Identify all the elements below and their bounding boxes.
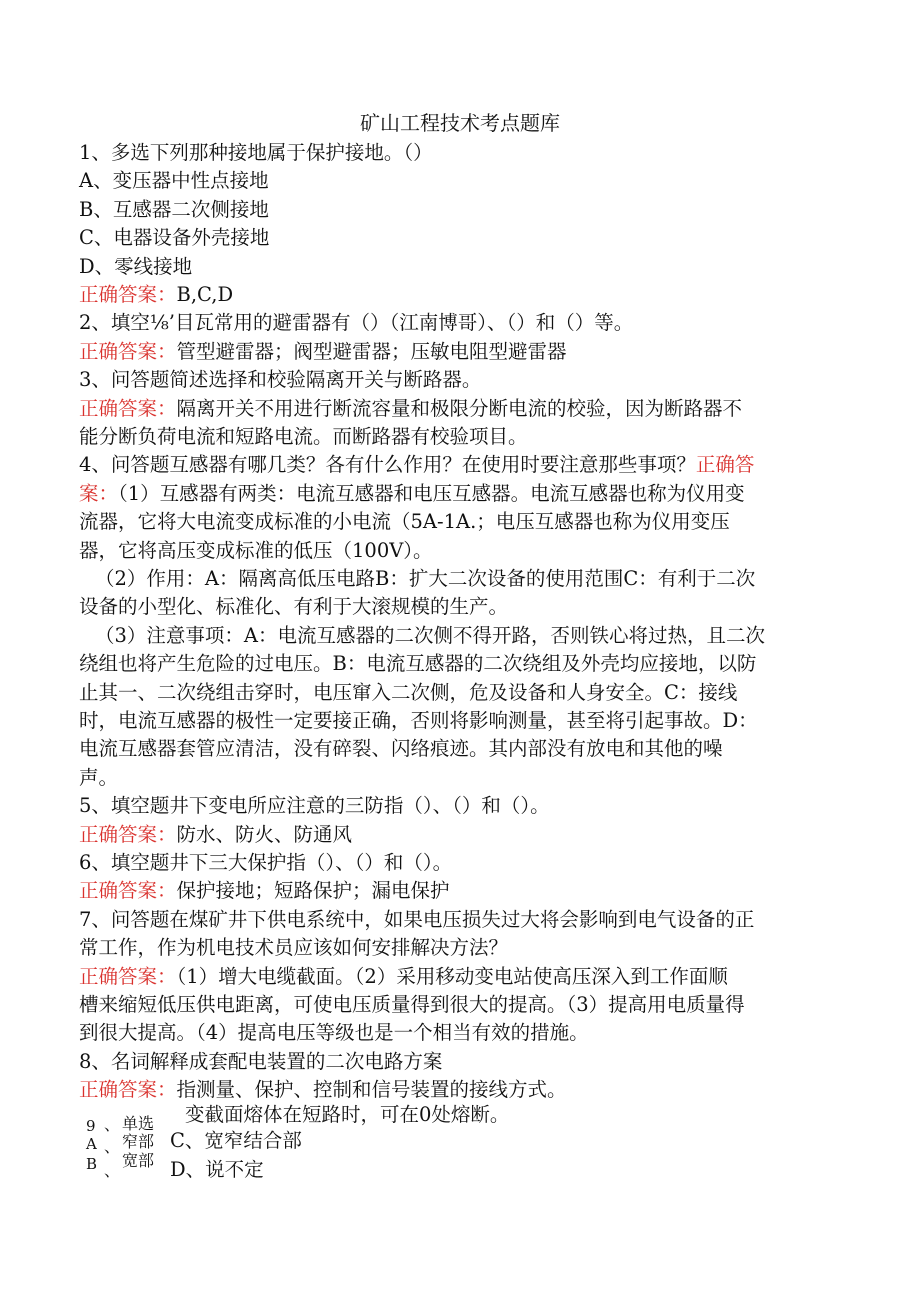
answer-line [79,395,742,423]
answer-text: 防水、防火、防通风 [176,822,353,846]
line-text: 6、填空题井下三大保护指（）、（）和（）。 [79,851,453,874]
line-text: 4、问答题互感器有哪几类？各有什么作用？在使用时要注意那些事项？ [79,453,696,477]
answer-text: 隔离开关不用进行断流容量和极限分断电流的校验，因为断路器不 [176,396,743,420]
answer-label: 正确答案： [79,822,177,846]
line-text: 器，它将高压变成标准的低压（100V）。 [79,538,433,562]
q9-option-b-text: 宽部 [122,1151,155,1170]
text-line [79,792,550,820]
answer-line [79,963,728,991]
q9-option-a-letter: A [86,1135,97,1153]
answer-label: 正确答案： [79,1078,177,1102]
text-line [95,565,755,593]
line-text: 槽来缩短低压供电距离，可使电压质量得到很大的提高。（3）提高用电质量得 [79,993,745,1016]
q9-number: 9 [86,1117,96,1135]
line-text: 7、问答题在煤矿井下供电系统中，如果电压损失过大将会影响到电气设备的正 [79,907,755,931]
text-line [95,622,765,650]
answer-line [79,480,745,508]
text-line [79,1048,442,1076]
text-line [79,423,528,451]
answer-line [79,821,352,849]
answer-text: （1）互感器有两类：电流互感器和电压互感器。电流互感器也称为仪用变 [118,481,745,505]
line-text: 流器，它将大电流变成标准的小电流（5A-1A.；电压互感器也称为仪用变压 [79,510,730,534]
line-text: 电流互感器套管应清洁，没有碎裂、闪络痕迹。其内部没有放电和其他的噪 [79,737,723,761]
text-line [79,934,508,962]
text-line [79,196,269,224]
answer-text: 指测量、保护、控制和信号装置的接线方式。 [176,1078,567,1102]
text-line [79,707,758,735]
answer-line [79,338,567,366]
line-text: 设备的小型化、标准化、有利于大滚规模的生产。 [79,595,509,619]
text-line [79,167,269,195]
answer-text: B,C,D [176,283,234,306]
q9-option-b-letter: B [86,1155,98,1173]
line-text: 8、名词解释成套配电装置的二次电路方案 [79,1049,443,1073]
q9-type: 单选 [122,1114,155,1133]
text-line [79,309,633,337]
q9-question-text: 变截面熔体在短路时，可在0处熔断。 [185,1103,510,1126]
text-line [79,224,269,252]
answer-label: 正确答案： [79,283,177,306]
text-line [79,735,723,763]
q9-option-a-text: 窄部 [122,1132,155,1151]
line-text: 常工作，作为机电技术员应该如何安排解决方法？ [79,936,509,960]
text-line [79,679,737,707]
answer-label: 正确答案： [79,339,177,363]
line-text: A、变压器中性点接地 [79,169,269,193]
line-text: C、电器设备外壳接地 [79,226,270,250]
answer-label: 正确答 [695,453,755,477]
line-text: （3）注意事项：A：电流互感器的二次侧不得开路，否则铁心将过热，且二次 [95,623,765,647]
line-text: 声。 [79,765,119,789]
answer-label: 正确答案： [79,396,177,420]
text-line [79,991,745,1019]
line-text: 5、填空题井下变电所应注意的三防指（）、（）和（）。 [79,794,550,818]
text-line [79,593,508,621]
text-line [79,139,433,167]
answer-line [79,877,450,905]
text-line [79,650,756,678]
text-line [79,764,118,792]
answer-text: 保护接地；短路保护；漏电保护 [176,879,450,903]
text-line [79,451,754,479]
line-text: 1、多选下列那种接地属于保护接地。（） [79,141,433,164]
line-text: B、互感器二次侧接地 [79,197,269,221]
answer-label: 案： [79,481,119,505]
answer-line [79,281,233,309]
line-text: 2、填空⅛’目瓦常用的避雷器有（）（江南博哥）、（）和（）等。 [79,311,634,335]
q9-sep: 、 [104,1115,121,1134]
answer-label: 正确答案： [79,964,177,988]
q9-option-d: D、说不定 [170,1158,264,1181]
answer-text: 管型避雷器；阀型避雷器；压敏电阻型避雷器 [176,339,567,363]
text-line [79,1019,589,1047]
line-text: 止其一、二次绕组击穿时，电压窜入二次侧，危及设备和人身安全。C：接线 [79,680,738,704]
answer-label: 正确答案： [79,879,177,903]
text-line [79,537,433,565]
line-text: 3、问答题简述选择和校验隔离开关与断路器。 [79,368,482,392]
line-text: （2）作用：A：隔离高低压电路B：扩大二次设备的使用范围C：有利于二次 [95,567,756,590]
line-text: 绕组也将产生危险的过电压。B：电流互感器的二次绕组及外壳均应接地，以防 [79,652,757,676]
answer-text: （1）增大电缆截面。（2）采用移动变电站使高压深入到工作面顺 [176,964,728,988]
text-line [79,366,481,394]
line-text: 能分断负荷电流和短路电流。而断路器有校验项目。 [79,425,528,448]
line-text: D、零线接地 [79,254,193,278]
text-line [79,849,452,877]
q9-option-b-sep: 、 [104,1161,121,1180]
q9-option-a-sep: 、 [104,1137,121,1156]
document-title: 矿山工程技术考点题库 [360,111,560,135]
text-line [79,253,192,281]
line-text: 到很大提高。（4）提高电压等级也是一个相当有效的措施。 [79,1021,589,1045]
text-line [79,906,754,934]
answer-line [79,1076,567,1104]
text-line [79,508,730,536]
q9-option-c: C、宽窄结合部 [170,1129,302,1152]
line-text: 时，电流互感器的极性一定要接正确，否则将影响测量，甚至将引起事故。D： [79,709,758,732]
